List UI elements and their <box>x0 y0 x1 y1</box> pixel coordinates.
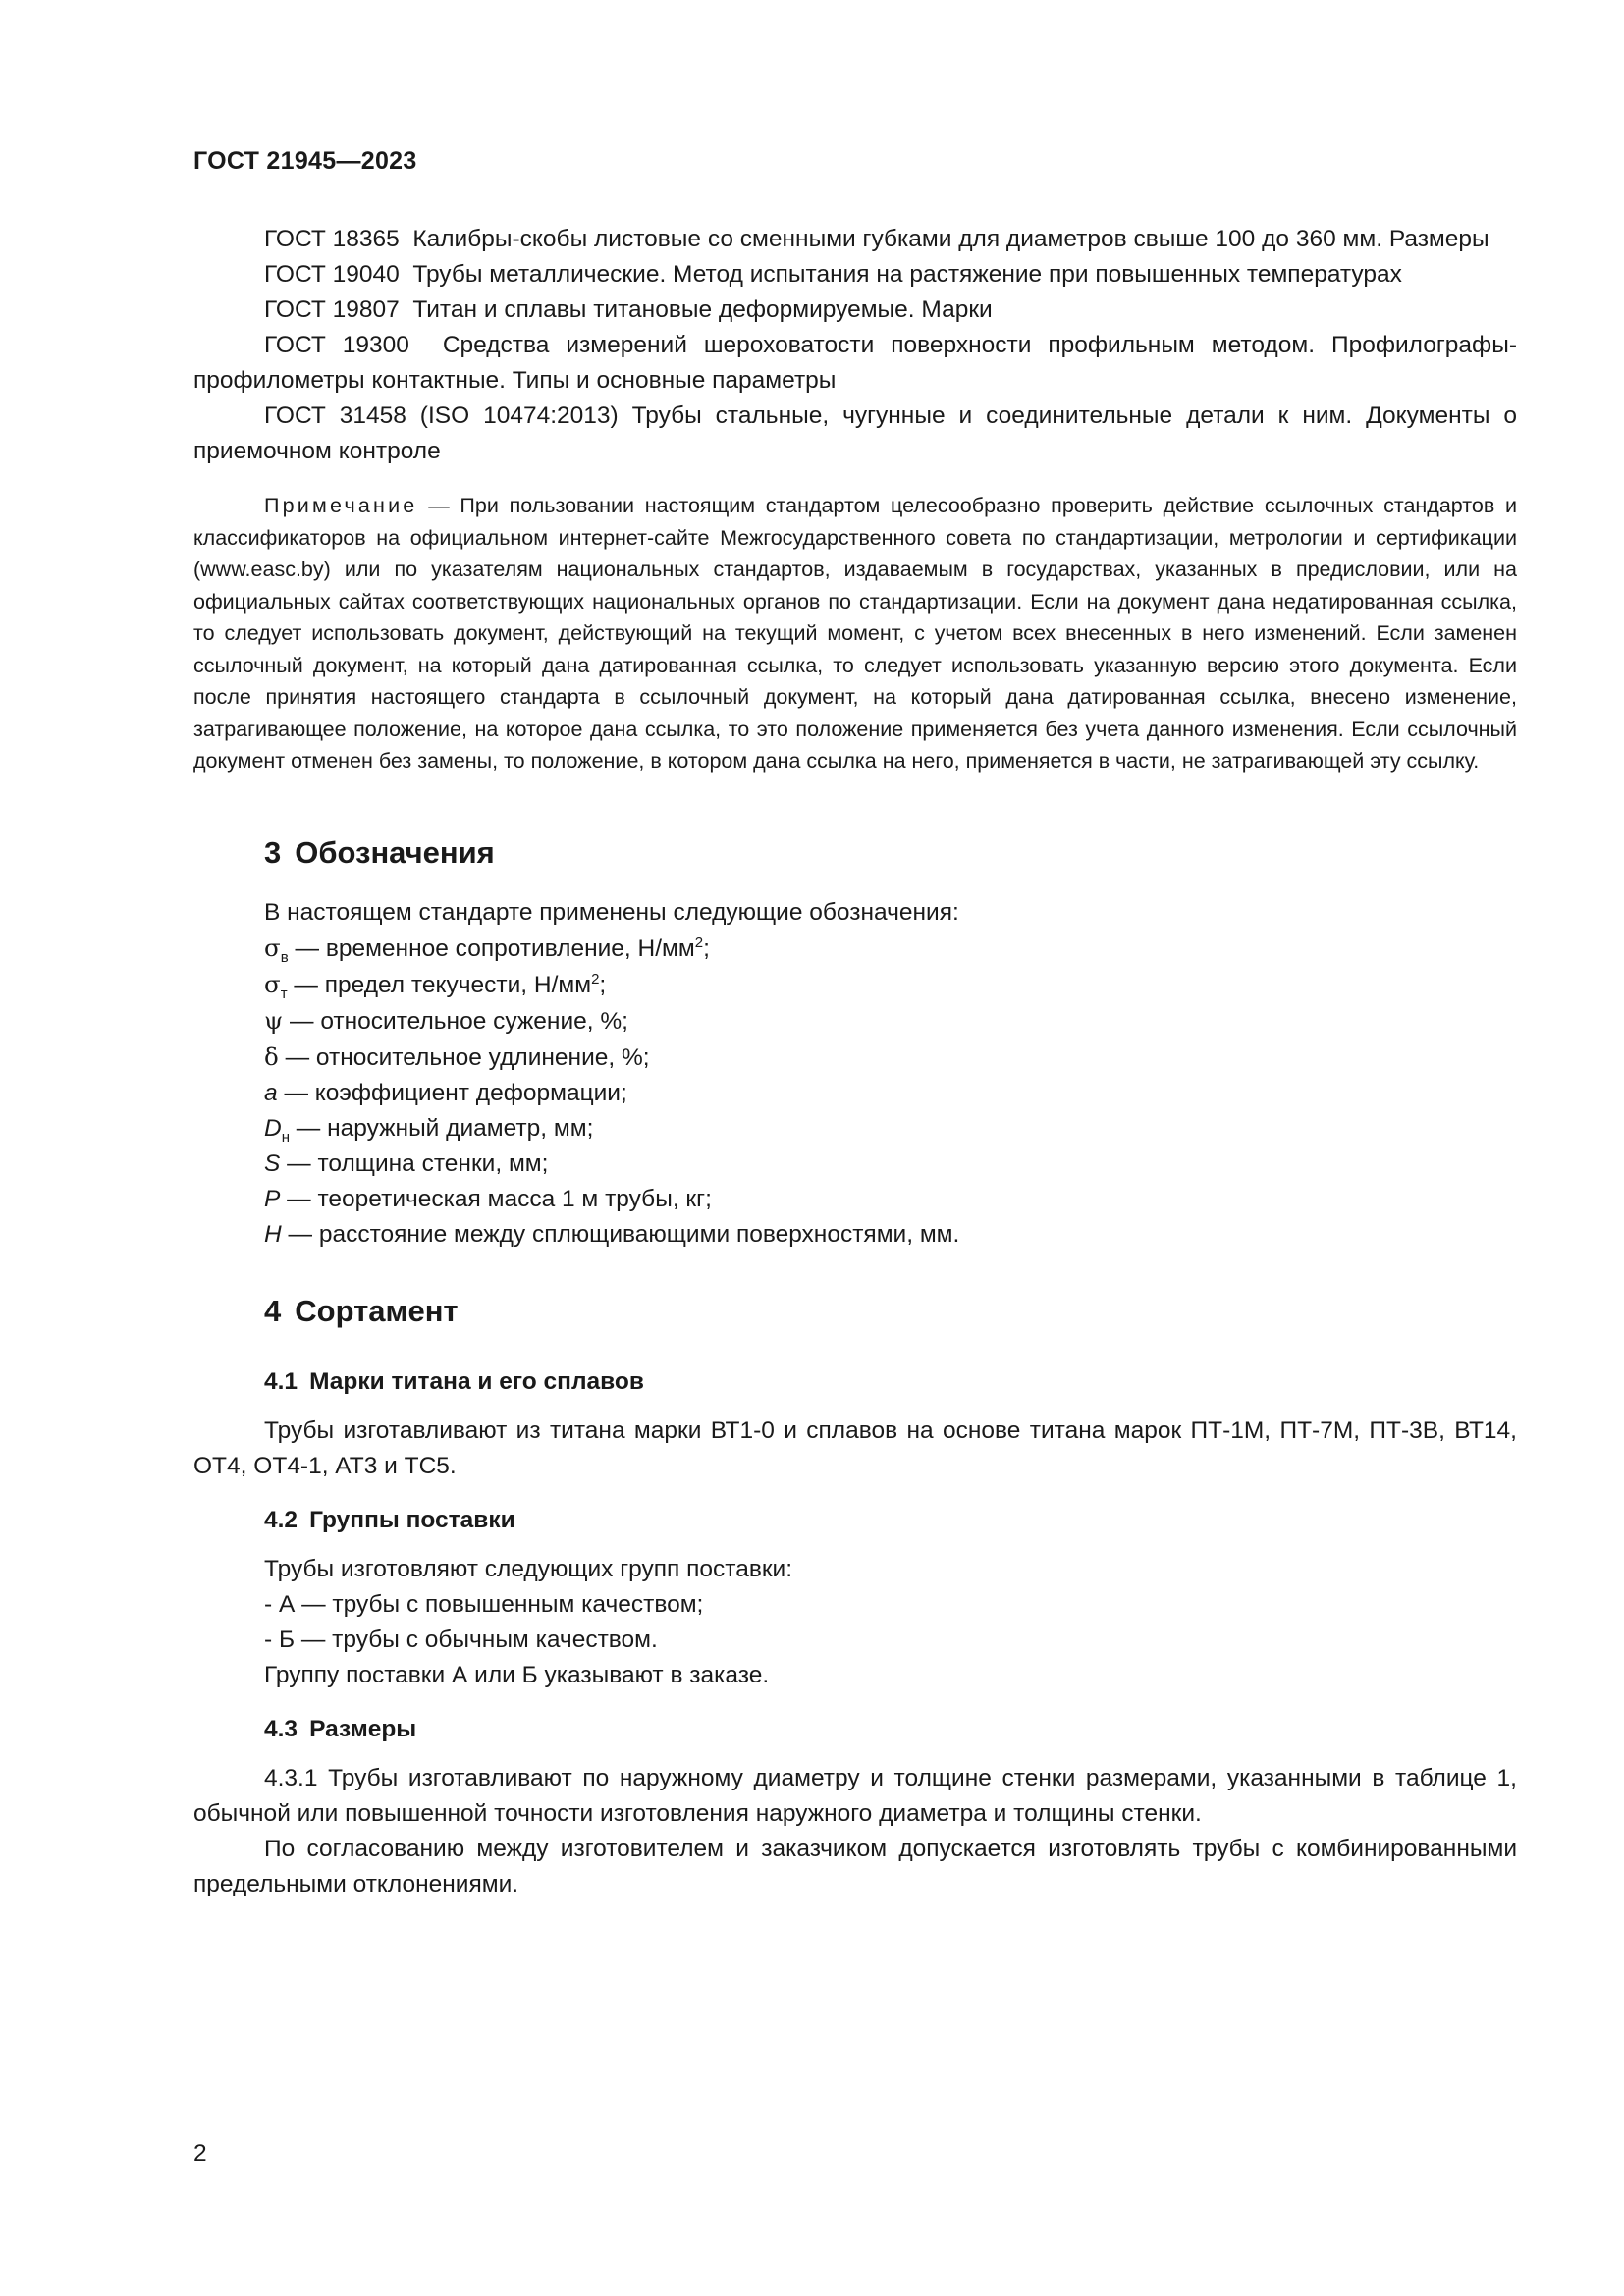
symbol-glyph: D <box>264 1114 282 1142</box>
symbols-list <box>193 895 1517 1253</box>
subsection-4-3-paragraph: По согласованию между изготовителем и заказчиком допускается изготовлять трубы с комбинированными предельными отклонениями. <box>193 1835 1517 1897</box>
symbol-item <box>193 1217 1517 1253</box>
reference-item <box>193 399 1517 469</box>
symbol-item <box>193 1147 1517 1182</box>
supply-groups-intro: Трубы изготовляют следующих групп поставки: <box>264 1555 793 1582</box>
symbol-subscript: н <box>281 1128 290 1146</box>
symbol-description: — наружный диаметр, мм; <box>290 1114 594 1142</box>
symbol-description: — временное сопротивление, Н/мм <box>288 934 695 962</box>
symbol-item <box>193 1111 1517 1147</box>
reference-item <box>193 222 1517 257</box>
subsection-4-2-heading <box>193 1503 1517 1538</box>
reference-code: ГОСТ 19300 <box>264 332 409 358</box>
section-4-heading <box>193 1292 1517 1331</box>
symbol-end: ; <box>599 971 607 998</box>
page-number: 2 <box>193 2140 207 2166</box>
symbol-item <box>193 1040 1517 1076</box>
reference-item <box>193 293 1517 328</box>
symbol-description: — предел текучести, Н/мм <box>287 971 592 998</box>
document-body <box>193 222 1517 1902</box>
subsection-4-1-heading <box>193 1364 1517 1400</box>
reference-code: ГОСТ 19040 <box>264 261 400 288</box>
section-number: 4 <box>264 1293 282 1328</box>
symbol-glyph: H <box>264 1220 282 1248</box>
supply-group-item: - Б — трубы с обычным качеством. <box>264 1626 658 1653</box>
supply-groups-closing: Группу поставки А или Б указывают в заказе. <box>264 1661 770 1688</box>
reference-code: ГОСТ 31458 (ISO 10474:2013) <box>264 402 619 429</box>
symbol-superscript: 2 <box>694 934 704 951</box>
subsection-4-3-heading <box>193 1712 1517 1747</box>
section-3-heading <box>193 833 1517 873</box>
symbol-description: — коэффициент деформации; <box>277 1079 627 1106</box>
symbol-glyph: σ <box>264 969 281 998</box>
symbol-description: — расстояние между сплющивающими поверхностями, мм. <box>281 1220 960 1248</box>
document-header: ГОСТ 21945—2023 <box>193 147 417 175</box>
subsection-title: Размеры <box>309 1715 417 1742</box>
note-paragraph <box>193 490 1517 777</box>
symbol-item <box>193 931 1517 967</box>
subsection-title: Марки титана и его сплавов <box>309 1367 644 1395</box>
subsection-number: 4.1 <box>264 1367 298 1395</box>
symbol-description: — толщина стенки, мм; <box>280 1149 549 1177</box>
symbol-item <box>193 967 1517 1003</box>
references-list <box>193 222 1517 469</box>
symbol-glyph: δ <box>264 1041 279 1071</box>
symbol-glyph: a <box>264 1079 278 1106</box>
subsection-number: 4.3 <box>264 1715 298 1742</box>
symbol-superscript: 2 <box>591 970 600 988</box>
symbol-subscript: т <box>280 985 288 1002</box>
subsection-title: Группы поставки <box>309 1506 515 1533</box>
subsection-4-1-text: Трубы изготавливают из титана марки ВТ1-0 и сплавов на основе титана марок ПТ-1М, ПТ-7М, ПТ-3В, ВТ14, ОТ4, ОТ4-1, АТ3 и ТС5. <box>193 1416 1517 1479</box>
symbol-glyph: σ <box>264 933 281 962</box>
symbol-description: — теоретическая масса 1 м трубы, кг; <box>280 1185 712 1212</box>
symbol-item <box>193 1182 1517 1217</box>
reference-text: Трубы металлические. Метод испытания на растяжение при повышенных температурах <box>412 261 1402 288</box>
subsection-4-3-1-text: 4.3.1 Трубы изготавливают по наружному диаметру и толщине стенки размерами, указанными в таблице 1, обычной или повышенной точности изготовления наружного диаметра и толщины стенки. <box>193 1764 1517 1827</box>
reference-text: Средства измерений шероховатости поверхности профильным методом. Профилографы-профилометры контактные. Типы и основные параметры <box>193 332 1517 394</box>
note-text: — При пользовании настоящим стандартом целесообразно проверить действие ссылочных стандартов и классификаторов на официальном интернет-сайте Межгосударственного совета по стандартизации, метрологии и сертификации (www.easc.by) или по указателям национальных стандартов, издаваемым в государствах, указанных в предисловии, или на официальных сайтах соответствующих национальных органов по стандартизации. Если на документ дана недатированная ссылка, то следует использовать документ, действующий на текущий момент, с учетом всех внесенных в него изменений. Если заменен ссылочный документ, на который дана датированная ссылка, то следует использовать указанную версию этого документа. Если после принятия настоящего стандарта в ссылочный документ, на который дана датированная ссылка, внесено изменение, затрагивающее положение, на которое дана ссылка, то это положение применяется без учета данного изменения. Если ссылочный документ отменен без замены, то положение, в котором дана ссылка на него, применяется в части, не затрагивающей эту ссылку. <box>193 494 1517 773</box>
reference-code: ГОСТ 18365 <box>264 226 400 252</box>
section-title: Обозначения <box>295 834 495 870</box>
symbol-item <box>193 1076 1517 1111</box>
supply-group-item: - А — трубы с повышенным качеством; <box>264 1590 704 1618</box>
symbol-glyph: ψ <box>264 1005 284 1035</box>
symbol-subscript: в <box>280 948 289 966</box>
section-title: Сортамент <box>295 1293 459 1328</box>
section-number: 3 <box>264 834 282 870</box>
note-label: Примечание <box>264 494 418 517</box>
reference-text: Трубы стальные, чугунные и соединительные детали к ним. Документы о приемочном контроле <box>193 402 1517 464</box>
symbol-end: ; <box>703 934 710 962</box>
subsection-number: 4.2 <box>264 1506 298 1533</box>
symbol-glyph: S <box>264 1149 281 1177</box>
symbol-glyph: P <box>264 1185 281 1212</box>
symbols-intro: В настоящем стандарте применены следующие обозначения: <box>264 898 959 926</box>
reference-text: Титан и сплавы титановые деформируемые. Марки <box>412 296 993 323</box>
supply-groups <box>193 1552 1517 1693</box>
reference-text: Калибры-скобы листовые со сменными губками для диаметров свыше 100 до 360 мм. Размеры <box>412 226 1489 252</box>
reference-code: ГОСТ 19807 <box>264 296 400 323</box>
symbol-description: — относительное сужение, %; <box>283 1007 628 1035</box>
symbol-description: — относительное удлинение, %; <box>278 1043 650 1071</box>
symbol-item <box>193 1003 1517 1040</box>
reference-item <box>193 328 1517 399</box>
reference-item <box>193 257 1517 293</box>
